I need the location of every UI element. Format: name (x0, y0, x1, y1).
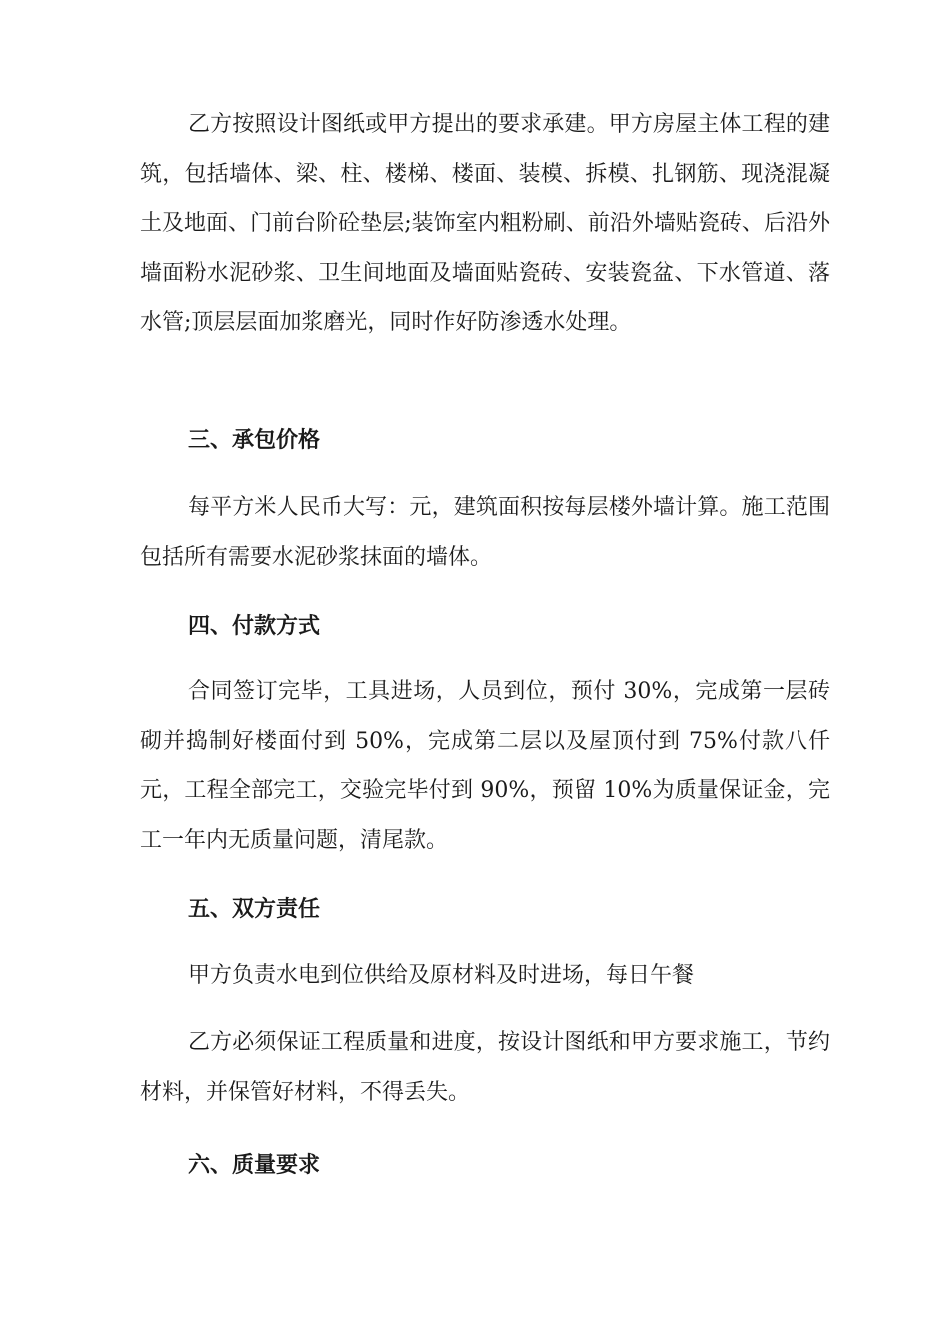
paragraph-party-a-responsibility: 甲方负责水电到位供给及原材料及时进场，每日午餐 (188, 963, 695, 988)
heading-payment-method: 四、付款方式 (188, 614, 321, 639)
heading-responsibilities: 五、双方责任 (188, 897, 321, 922)
paragraph-construction-scope: 乙方按照设计图纸或甲方提出的要求承建。甲方房屋主体工程的建筑，包括墙体、梁、柱、楼梯、楼面、装模、拆模、扎钢筋、现浇混凝土及地面、门前台阶砼垫层;装饰室内粗粉刷、前沿外墙贴瓷砖、后沿外墙面粉水泥砂浆、卫生间地面及墙面贴瓷砖、安装瓷盆、下水管道、落水管;顶层层面加浆磨光，同时作好防渗透水处理。 (140, 112, 830, 336)
paragraph-payment-method: 合同签订完毕，工具进场，人员到位，预付 30%，完成第一层砖砌并捣制好楼面付到 50%，完成第二层以及屋顶付到 75%付款八仟元，工程全部完工，交验完毕付到 90%，预留 10%为质量保证金，完工一年内无质量问题，清尾款。 (140, 679, 830, 853)
heading-contract-price: 三、承包价格 (188, 428, 321, 453)
paragraph-contract-price: 每平方米人民币大写：元，建筑面积按每层楼外墙计算。施工范围包括所有需要水泥砂浆抹面的墙体。 (140, 495, 830, 570)
heading-quality-requirements: 六、质量要求 (188, 1153, 321, 1178)
paragraph-party-b-responsibility: 乙方必须保证工程质量和进度，按设计图纸和甲方要求施工，节约材料，并保管好材料，不得丢失。 (140, 1030, 830, 1105)
